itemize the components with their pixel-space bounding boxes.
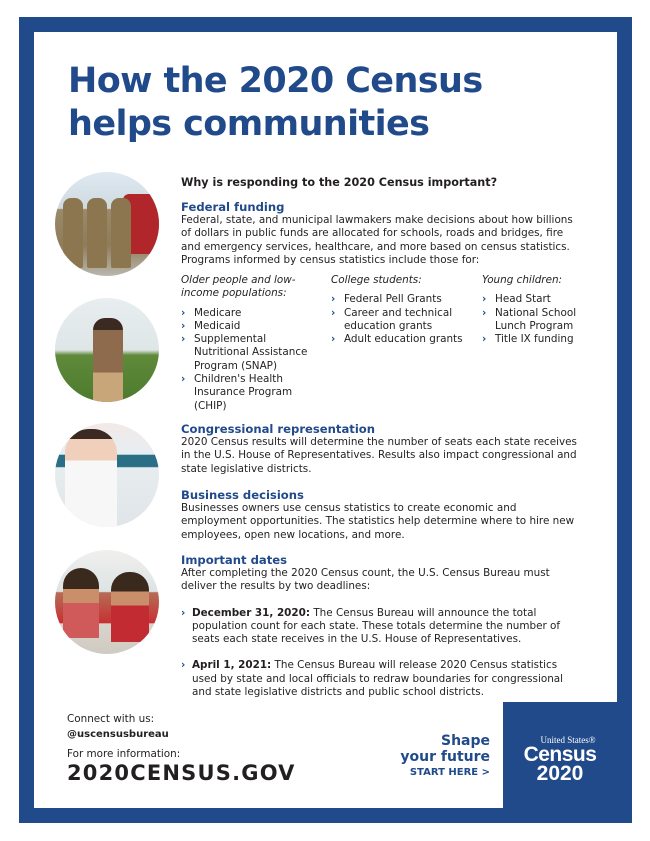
column-label: Older people and low-income populations: <box>181 274 296 300</box>
list-item-label: Head Start <box>495 293 551 306</box>
farmer-photo <box>55 298 159 402</box>
firefighters-photo <box>55 172 159 276</box>
list-item <box>482 307 587 334</box>
chevron-right-icon: › <box>331 306 336 319</box>
list-item <box>181 307 321 320</box>
chevron-right-icon: › <box>331 293 336 306</box>
chevron-right-icon: › <box>482 293 487 306</box>
page-title <box>68 60 483 146</box>
chevron-right-icon: › <box>181 306 186 319</box>
firefighter-figure <box>63 198 83 268</box>
column-young-children <box>482 274 587 346</box>
chevron-right-icon: › <box>331 333 336 346</box>
congressional-body: 2020 Census results will determine the number of seats each state receives in the U.S. House of Representatives. Results also impact congressional and state legislative districts. <box>181 436 577 475</box>
federal-funding-body: Federal, state, and municipal lawmakers make decisions about how billions of dollars in public funds are allocated for schools, roads and bridges, fire and emergency services, healthcare, and more based on census statistics. Programs informed by census statistics include those for: <box>181 214 573 266</box>
students-photo <box>55 550 159 654</box>
list-item <box>482 333 587 346</box>
program-list <box>482 293 587 346</box>
federal-funding-section <box>181 200 581 267</box>
important-dates-heading: Important dates <box>181 553 288 567</box>
congressional-heading: Congressional representation <box>181 422 376 436</box>
doctor-figure <box>65 429 117 527</box>
important-dates-body: After completing the 2020 Census count, the U.S. Census Bureau must deliver the results by two deadlines: <box>181 567 550 593</box>
list-item <box>331 333 476 346</box>
tagline-line-1: Shape <box>440 733 490 749</box>
program-list <box>181 307 321 413</box>
title-line-2: helps communities <box>68 104 430 144</box>
title-line-1: How the 2020 Census <box>68 61 483 101</box>
website-link[interactable]: 2020CENSUS.GOV <box>67 761 296 785</box>
connect-label: Connect with us: <box>67 713 155 725</box>
list-item-label: Federal Pell Grants <box>344 293 442 306</box>
chevron-right-icon: › <box>482 306 487 319</box>
list-item-label: Supplemental Nutritional Assistance Program (SNAP) <box>194 333 308 372</box>
tagline-line-2: your future <box>400 749 490 765</box>
list-item <box>331 293 476 306</box>
firefighter-figure <box>87 198 107 268</box>
list-item-label: Adult education grants <box>344 333 463 346</box>
chevron-right-icon: › <box>181 319 186 332</box>
column-older-people <box>181 274 321 413</box>
deadline-list <box>181 607 581 700</box>
section-question: Why is responding to the 2020 Census important? <box>181 176 498 189</box>
deadline-text: The Census Bureau will release 2020 Census statistics used by state and local officials to redraw boundaries for congressional and state legislative districts and public school districts. <box>192 659 564 699</box>
chevron-right-icon: › <box>181 659 186 672</box>
census-logo-box <box>503 702 617 808</box>
list-item <box>331 307 476 334</box>
student-figure <box>63 568 99 638</box>
list-item <box>181 320 321 333</box>
list-item-label: National School Lunch Program <box>495 306 577 332</box>
business-section <box>181 488 581 542</box>
congressional-section <box>181 422 581 476</box>
social-handle[interactable]: @uscensusbureau <box>67 729 169 740</box>
column-college-students <box>331 274 476 346</box>
farmer-figure <box>93 318 123 402</box>
chevron-right-icon: › <box>482 333 487 346</box>
business-body: Businesses owners use census statistics to create economic and employment opportunities. The statistics help determine where to hire new employees, open new locations, and more. <box>181 502 575 541</box>
deadline-item <box>181 659 581 699</box>
tagline <box>400 733 490 781</box>
program-list <box>331 293 476 346</box>
chevron-right-icon: › <box>181 606 186 619</box>
census-2020-logo <box>503 736 617 784</box>
list-item <box>181 373 321 413</box>
logo-united-states: United States® <box>540 735 596 745</box>
start-here-link[interactable]: START HERE > <box>409 767 490 778</box>
logo-census: Census <box>523 743 597 766</box>
federal-funding-heading: Federal funding <box>181 200 285 214</box>
chevron-right-icon: › <box>181 333 186 346</box>
logo-year: 2020 <box>536 762 584 785</box>
student-figure <box>111 572 149 642</box>
info-label: For more information: <box>67 748 181 760</box>
business-heading: Business decisions <box>181 488 304 502</box>
list-item-label: Medicaid <box>194 319 241 332</box>
deadline-date: December 31, 2020: <box>192 606 311 619</box>
important-dates-section <box>181 553 581 712</box>
firefighter-figure <box>111 198 131 268</box>
list-item-label: Title IX funding <box>495 333 574 346</box>
doctor-photo <box>55 423 159 527</box>
list-item <box>482 293 587 306</box>
chevron-right-icon: › <box>181 373 186 386</box>
list-item-label: Career and technical education grants <box>344 306 453 332</box>
deadline-date: April 1, 2021: <box>192 659 272 672</box>
list-item-label: Medicare <box>194 306 242 319</box>
deadline-text: The Census Bureau will announce the total population count for each state. These totals determine the number of seats each state receives in the U.S. House of Representatives. <box>192 606 561 646</box>
column-label: Young children: <box>482 274 563 286</box>
list-item <box>181 333 321 373</box>
list-item-label: Children's Health Insurance Program (CHIP) <box>194 373 293 412</box>
column-label: College students: <box>331 274 422 286</box>
deadline-item <box>181 607 581 647</box>
